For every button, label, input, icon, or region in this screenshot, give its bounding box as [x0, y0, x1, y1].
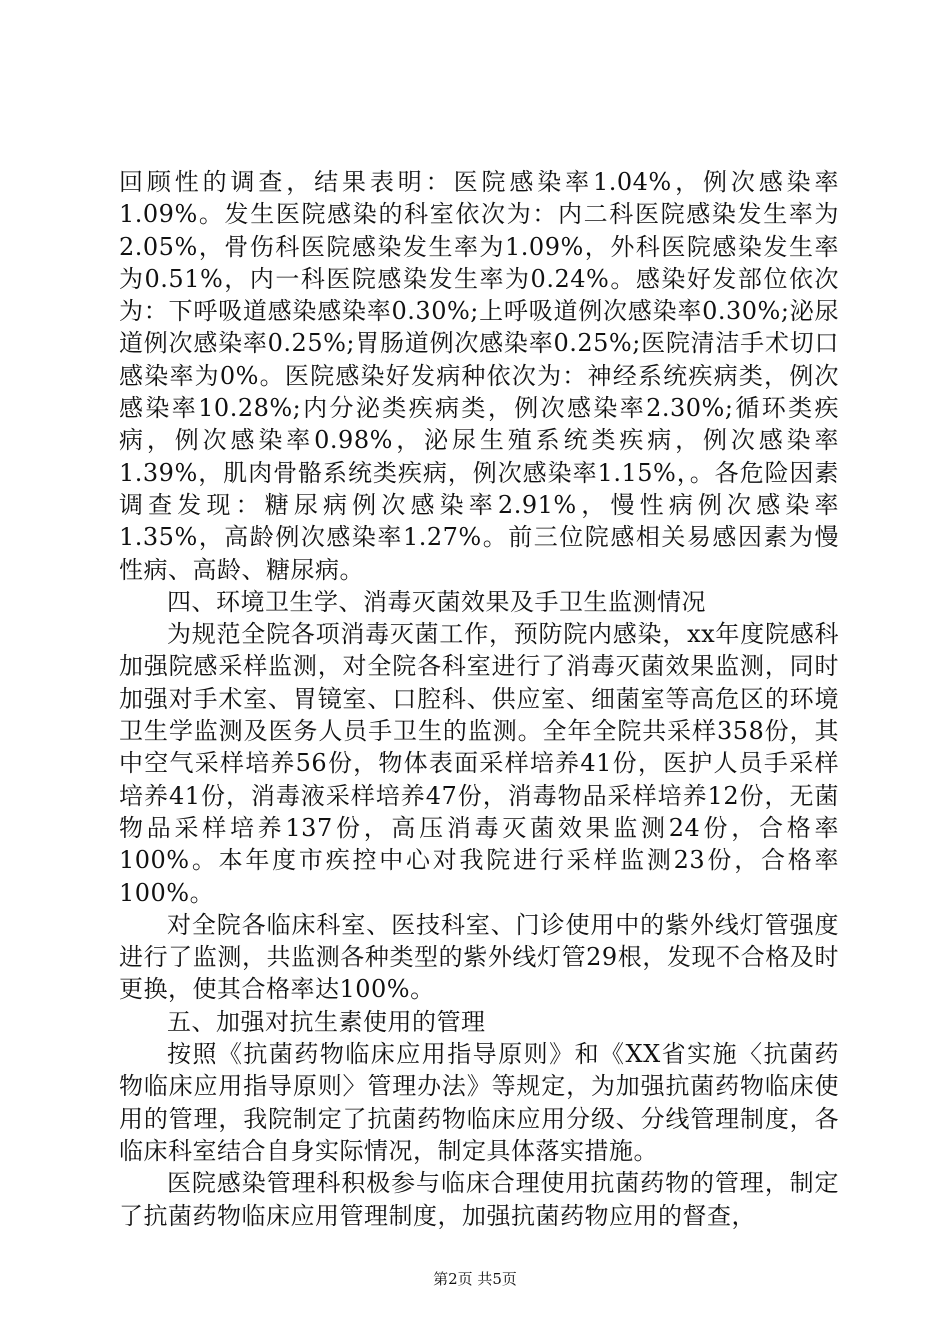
paragraph-infection-management: 医院感染管理科积极参与临床合理使用抗菌药物的管理，制定了抗菌药物临床应用管理制度，加强抗菌药物应用的督查， — [119, 1169, 839, 1230]
paragraph-infection-survey: 回顾性的调查，结果表明：医院感染率1.04%，例次感染率1.09%。发生医院感染的科室依次为：内二科医院感染发生率为2.05%，骨伤科医院感染发生率为1.09%，外科医院感染发生率为0.51%，内一科医院感染发生率为0.24%。感染好发部位依次为：下呼吸道感染感染率0.30%;上呼吸道例次感染率0.30%;泌尿道例次感染率0.25%;胃肠道例次感染率0.25%;医院清洁手术切口感染率为0%。医院感染好发病种依次为：神经系统疾病类，例次感染率10.28%;内分泌类疾病类，例次感染率2.30%;循环类疾病，例次感染率0.98%，泌尿生殖系统类疾病，例次感染率1.39%，肌肉骨骼系统类疾病，例次感染率1.15%，。各危险因素调查发现：糖尿病例次感染率2.91%，慢性病例次感染率1.35%，高龄例次感染率1.27%。前三位院感相关易感因素为慢性病、高龄、糖尿病。 — [119, 168, 839, 584]
paragraph-uv-lamp-monitoring: 对全院各临床科室、医技科室、门诊使用中的紫外线灯管强度进行了监测，共监测各种类型的紫外线灯管29根，发现不合格及时更换，使其合格率达100%。 — [119, 910, 839, 1004]
document-body — [119, 166, 839, 1232]
section-heading-environment-hygiene: 四、环境卫生学、消毒灭菌效果及手卫生监测情况 — [167, 587, 706, 616]
page-number: 第2页 共5页 — [433, 1270, 517, 1288]
section-heading-antibiotics: 五、加强对抗生素使用的管理 — [167, 1007, 486, 1036]
paragraph-antibiotic-rules: 按照《抗菌药物临床应用指导原则》和《XX省实施〈抗菌药物临床应用指导原则〉管理办法》等规定，为加强抗菌药物临床使用的管理，我院制定了抗菌药物临床应用分级、分线管理制度，各临床科室结合自身实际情况，制定具体落实措施。 — [119, 1040, 839, 1165]
paragraph-sampling-monitoring: 为规范全院各项消毒灭菌工作，预防院内感染，xx年度院感科加强院感采样监测，对全院各科室进行了消毒灭菌效果监测，同时加强对手术室、胃镜室、口腔科、供应室、细菌室等高危区的环境卫生学监测及医务人员手卫生的监测。全年全院共采样358份，其中空气采样培养56份，物体表面采样培养41份，医护人员手采样培养41份，消毒液采样培养47份，消毒物品采样培养12份，无菌物品采样培养137份，高压消毒灭菌效果监测24份，合格率100%。本年度市疾控中心对我院进行采样监测23份，合格率100%。 — [119, 620, 839, 907]
